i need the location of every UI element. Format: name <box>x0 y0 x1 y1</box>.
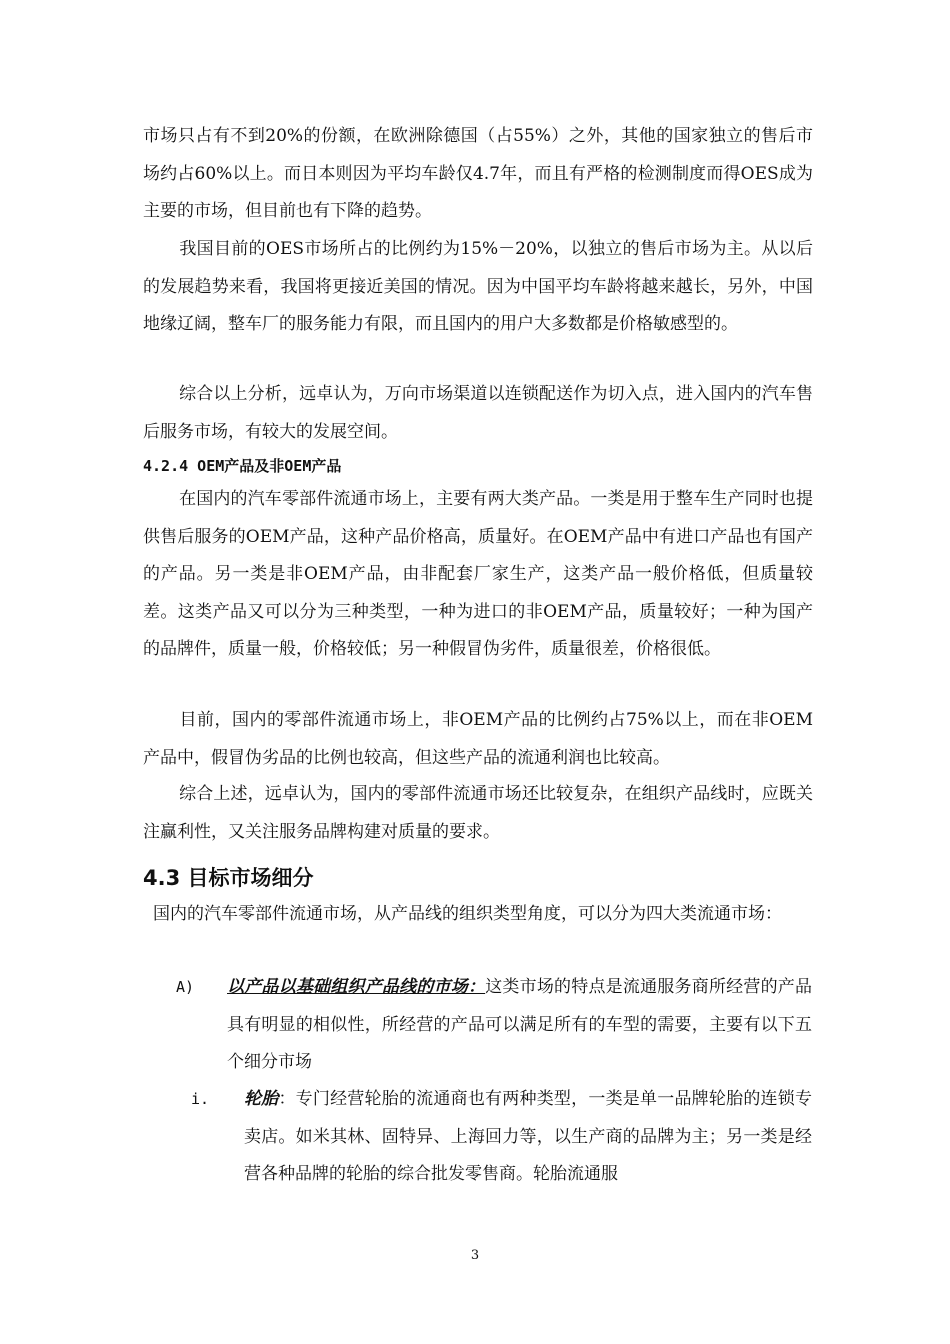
page-number: 3 <box>470 1248 480 1263</box>
list-item-i-title: 轮胎 <box>244 1089 279 1109</box>
section-heading-4-2-4: 4.2.4 OEM产品及非OEM产品 <box>143 457 342 475</box>
section-heading-4-3: 4.3 目标市场细分 <box>143 866 314 890</box>
list-item-a <box>227 969 812 1082</box>
paragraph-product-types: 在国内的汽车零部件流通市场上，主要有两大类产品。一类是用于整车生产同时也提供售后服务的OEM产品，这种产品价格高，质量好。在OEM产品中有进口产品也有国产的产品。另一类是非OEM产品，由非配套厂家生产，这类产品一般价格低，但质量较差。这类产品又可以分为三种类型，一种为进口的非OEM产品，质量较好；一种为国产的品牌件，质量一般，价格较低；另一种假冒伪劣件，质量很差，价格很低。 <box>143 489 813 659</box>
list-item-a-text: 这类市场的特点是流通服务商所经营的产品具有明显的相似性，所经营的产品可以满足所有的车型的需要，主要有以下五个细分市场 <box>227 977 813 1072</box>
list-marker-i: i. <box>191 1090 210 1108</box>
paragraph-product-line-summary: 综合上述，远卓认为，国内的零部件流通市场还比较复杂，在组织产品线时，应既关注赢利性，又关注服务品牌构建对质量的要求。 <box>143 784 813 842</box>
paragraph-non-oem-share: 目前，国内的零部件流通市场上，非OEM产品的比例约占75%以上，而在非OEM产品中，假冒伪劣品的比例也较高，但这些产品的流通利润也比较高。 <box>143 710 813 768</box>
paragraph-china-oes: 我国目前的OES市场所占的比例约为15%－20%，以独立的售后市场为主。从以后的发展趋势来看，我国将更接近美国的情况。因为中国平均车龄将越来越长，另外，中国地缘辽阔，整车厂的服务能力有限，而且国内的用户大多数都是价格敏感型的。 <box>143 239 813 334</box>
list-item-i <box>244 1081 812 1194</box>
paragraph-foreign-market: 市场只占有不到20%的份额，在欧洲除德国（占55%）之外，其他的国家独立的售后市场约占60%以上。而日本则因为平均车龄仅4.7年，而且有严格的检测制度而得OES成为主要的市场，但目前也有下降的趋势。 <box>143 126 813 221</box>
list-marker-a: A) <box>176 978 195 996</box>
paragraph-market-intro: 国内的汽车零部件流通市场，从产品线的组织类型角度，可以分为四大类流通市场： <box>153 904 782 924</box>
list-item-i-text: ：专门经营轮胎的流通商也有两种类型，一类是单一品牌轮胎的连锁专卖店。如米其林、固特异、上海回力等，以生产商的品牌为主；另一类是经营各种品牌的轮胎的综合批发零售商。轮胎流通服 <box>244 1089 812 1184</box>
list-item-a-title: 以产品以基础组织产品线的市场： <box>227 977 486 997</box>
paragraph-analysis-conclusion: 综合以上分析，远卓认为，万向市场渠道以连锁配送作为切入点，进入国内的汽车售后服务市场，有较大的发展空间。 <box>143 384 813 442</box>
